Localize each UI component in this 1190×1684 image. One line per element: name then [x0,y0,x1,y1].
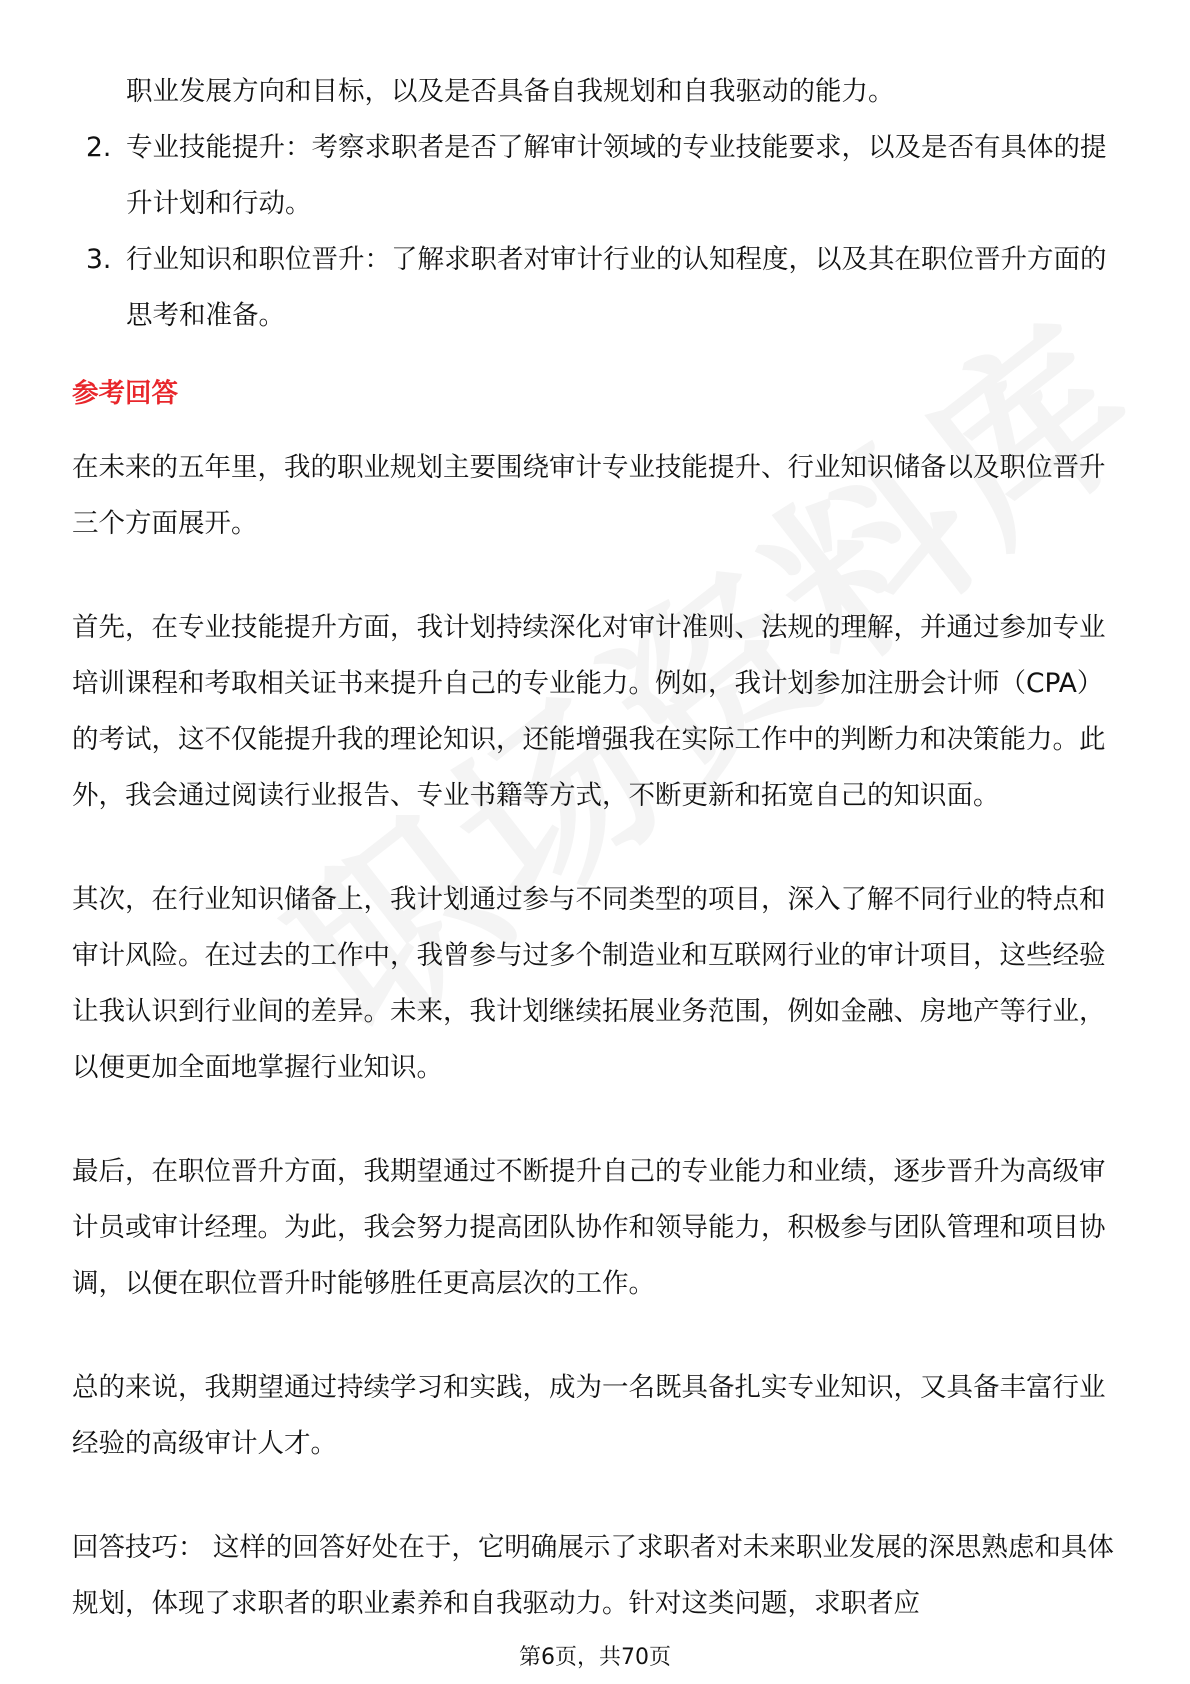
answer-paragraph-intro: 在未来的五年里，我的职业规划主要围绕审计专业技能提升、行业知识储备以及职位晋升三个方面展开。 [72,452,1106,539]
answer-paragraph-skills: 首先，在专业技能提升方面，我计划持续深化对审计准则、法规的理解，并通过参加专业培训课程和考取相关证书来提升自己的专业能力。例如，我计划参加注册会计师（CPA）的考试，这不仅能提升我的理论知识，还能增强我在实际工作中的判断力和决策能力。此外，我会通过阅读行业报告、专业书籍等方式，不断更新和拓宽自己的知识面。 [72,612,1106,811]
list-item-number: 2. [86,132,112,163]
answer-paragraph-summary: 总的来说，我期望通过持续学习和实践，成为一名既具备扎实专业知识，又具备丰富行业经验的高级审计人才。 [72,1372,1106,1459]
page-number-footer: 第6页，共70页 [519,1645,671,1670]
list-item-text: 行业知识和职位晋升：了解求职者对审计行业的认知程度，以及其在职位晋升方面的思考和准备。 [126,244,1107,331]
paragraph-spacer [72,1472,1122,1520]
paragraph-spacer [72,824,1122,872]
continued-list-item-text: 职业发展方向和目标，以及是否具备自我规划和自我驱动的能力。 [126,76,895,107]
paragraph-spacer [72,1096,1122,1144]
list-item-number: 3. [86,244,112,275]
paragraph-spacer [72,552,1122,600]
paragraph-spacer [72,1312,1122,1360]
list-item [72,120,1122,232]
list-item [72,232,1122,344]
page-content [72,64,1122,1632]
answer-tips-paragraph: 回答技巧： 这样的回答好处在于，它明确展示了求职者对未来职业发展的深思熟虑和具体规划，体现了求职者的职业素养和自我驱动力。针对这类问题，求职者应 [72,1532,1114,1619]
focus-points-list [72,120,1122,344]
reference-answer-heading: 参考回答 [72,378,178,409]
list-item-text: 专业技能提升：考察求职者是否了解审计领域的专业技能要求，以及是否有具体的提升计划和行动。 [126,132,1107,219]
answer-paragraph-industry: 其次，在行业知识储备上，我计划通过参与不同类型的项目，深入了解不同行业的特点和审计风险。在过去的工作中，我曾参与过多个制造业和互联网行业的审计项目，这些经验让我认识到行业间的差异。未来，我计划继续拓展业务范围，例如金融、房地产等行业，以便更加全面地掌握行业知识。 [72,884,1106,1083]
answer-paragraph-promotion: 最后，在职位晋升方面，我期望通过不断提升自己的专业能力和业绩，逐步晋升为高级审计员或审计经理。为此，我会努力提高团队协作和领导能力，积极参与团队管理和项目协调，以便在职位晋升时能够胜任更高层次的工作。 [72,1156,1106,1299]
